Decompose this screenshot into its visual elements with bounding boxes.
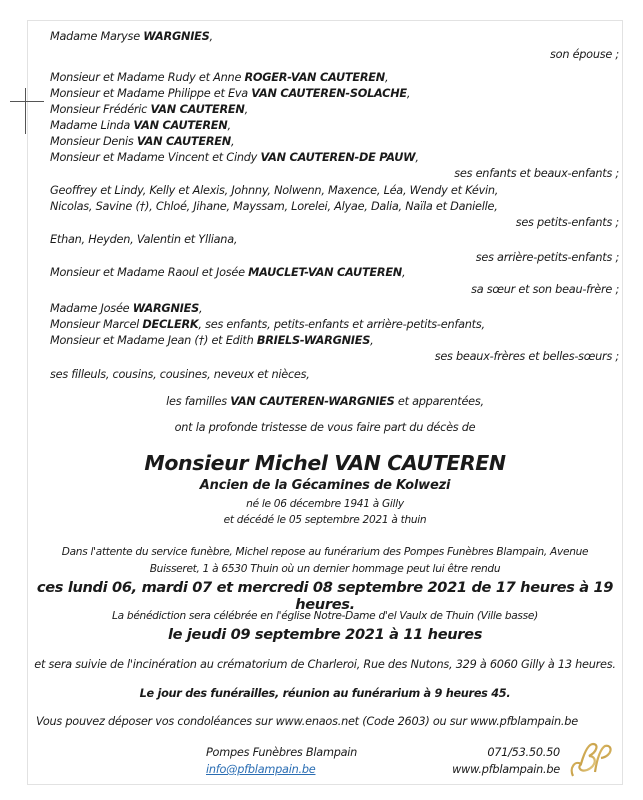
families-suffix: et apparentées, <box>394 395 484 408</box>
child-line <box>50 119 231 132</box>
relation-label: ses beaux-frères et belles-sœurs ; <box>434 350 619 363</box>
sibling-name: Monsieur et Madame Raoul et Josée <box>50 266 249 279</box>
punct: , <box>370 334 374 347</box>
punct: , <box>402 266 406 279</box>
death-line: et décédé le 05 septembre 2021 à thuin <box>223 514 427 526</box>
announcement: ont la profonde tristesse de vous faire part du décès de <box>174 421 476 434</box>
punct: , <box>415 151 419 164</box>
repose-line: Buisseret, 1 à 6530 Thuin où un dernier hommage peut lui être rendu <box>149 563 501 575</box>
child-line <box>50 103 248 116</box>
families-surname: VAN CAUTEREN-WARGNIES <box>230 395 395 408</box>
in-law-line <box>50 334 373 347</box>
child-line <box>50 135 234 148</box>
punct: , <box>384 71 389 84</box>
meeting-line: Le jour des funérailles, réunion au funérarium à 9 heures 45. <box>139 687 511 700</box>
child-line <box>50 71 388 84</box>
grandchildren-line: Geoffrey et Lindy, Kelly et Alexis, Johnny, Nolwenn, Maxence, Léa, Wendy et Kévin, <box>50 184 499 197</box>
child-name: Monsieur et Madame Rudy et Anne <box>50 71 245 84</box>
in-law-name: Monsieur Marcel <box>50 318 143 331</box>
crop-mark <box>25 88 26 134</box>
deceased-title: Ancien de la Gécamines de Kolwezi <box>199 478 451 493</box>
relation-label: ses enfants et beaux-enfants ; <box>454 167 619 180</box>
company-name: Pompes Funèbres Blampain <box>206 746 358 759</box>
punct: , <box>227 119 231 132</box>
grandchildren-line: Nicolas, Savine (†), Chloé, Jihane, Mayssam, Lorelei, Alyae, Dalia, Naïla et Danielle, <box>50 200 498 213</box>
in-law-line <box>50 302 202 315</box>
punct: , <box>244 103 248 116</box>
child-name: Madame Linda <box>50 119 134 132</box>
email-link[interactable]: info@pfblampain.be <box>206 763 316 776</box>
punct: , <box>406 87 411 100</box>
child-name: Monsieur et Madame Philippe et Eva <box>50 87 252 100</box>
blessing-line: La bénédiction sera célébrée en l'église Notre-Dame d'el Vaulx de Thuin (Ville basse) <box>112 610 538 622</box>
deceased-name: Monsieur Michel VAN CAUTEREN <box>144 451 506 475</box>
in-law-name: Madame Josée <box>50 302 133 315</box>
child-surname: ROGER-VAN CAUTEREN <box>244 71 385 84</box>
logo-text: BP <box>591 766 593 767</box>
spouse-line <box>50 30 213 43</box>
cremation-line: et sera suivie de l'incinération au crématorium de Charleroi, Rue des Nutons, 329 à 6060 Gilly à 13 heures. <box>34 658 616 671</box>
bp-logo-icon <box>567 738 615 782</box>
sibling-surname: MAUCLET-VAN CAUTEREN <box>248 266 403 279</box>
relation-label: son épouse ; <box>550 48 619 61</box>
great-grandchildren-line: Ethan, Heyden, Valentin et Ylliana, <box>50 233 238 246</box>
sibling-line <box>50 266 405 279</box>
in-law-surname: DECLERK <box>142 318 199 331</box>
others-line: ses filleuls, cousins, cousines, neveux et nièces, <box>50 368 310 381</box>
in-law-line <box>50 318 485 331</box>
child-surname: VAN CAUTEREN-SOLACHE <box>251 87 407 100</box>
repose-line: Dans l'attente du service funèbre, Michel repose au funérarium des Pompes Funèbres Blampain, Avenue <box>61 546 589 558</box>
child-name: Monsieur et Madame Vincent et Cindy <box>50 151 261 164</box>
website-text: www.pfblampain.be <box>452 763 560 776</box>
birth-line: né le 06 décembre 1941 à Gilly <box>246 498 404 510</box>
child-line <box>50 87 410 100</box>
relation-label: ses arrière-petits-enfants ; <box>475 251 619 264</box>
child-name: Monsieur Denis <box>50 135 137 148</box>
punct: , <box>209 30 213 43</box>
blessing-date: le jeudi 09 septembre 2021 à 11 heures <box>167 626 483 643</box>
punct: , <box>198 302 203 315</box>
child-surname: VAN CAUTEREN <box>150 103 245 116</box>
relation-label: sa sœur et son beau-frère ; <box>471 283 619 296</box>
child-surname: VAN CAUTEREN-DE PAUW <box>260 151 416 164</box>
relation-label: ses petits-enfants ; <box>515 216 619 229</box>
child-name: Monsieur Frédéric <box>50 103 151 116</box>
visiting-hours: ces lundi 06, mardi 07 et mercredi 08 septembre 2021 de 17 heures à 19 heures. <box>36 579 614 613</box>
in-law-surname: BRIELS-WARGNIES <box>256 334 371 347</box>
punct: , <box>230 135 235 148</box>
in-law-surname: WARGNIES <box>132 302 199 315</box>
child-line <box>50 151 419 164</box>
families-line <box>27 395 623 408</box>
condolences-line: Vous pouvez déposer vos condoléances sur www.enaos.net (Code 2603) ou sur www.pfblampain.be <box>36 715 578 728</box>
child-surname: VAN CAUTEREN <box>136 135 231 148</box>
spouse-name: Madame Maryse <box>50 30 144 43</box>
child-surname: VAN CAUTEREN <box>133 119 228 132</box>
crop-mark <box>10 101 44 102</box>
phone-number: 071/53.50.50 <box>487 746 560 759</box>
in-law-name: Monsieur et Madame Jean (†) et Edith <box>50 334 257 347</box>
spouse-surname: WARGNIES <box>143 30 210 43</box>
families-prefix: les familles <box>166 395 231 408</box>
punct: , ses enfants, petits-enfants et arrière-petits-enfants, <box>198 318 485 331</box>
